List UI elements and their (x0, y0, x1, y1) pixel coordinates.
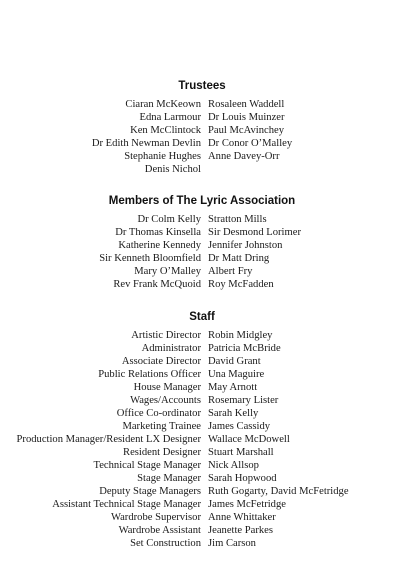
staff-row (0, 485, 404, 498)
staff-name: Rosemary Lister (208, 395, 279, 406)
trustees-list (0, 98, 404, 176)
association-list (0, 213, 404, 291)
staff-name: Nick Allsop (208, 460, 259, 471)
list-row (0, 252, 404, 265)
list-row (0, 163, 404, 176)
staff-role: Wardrobe Assistant (118, 525, 201, 536)
staff-name: Wallace McDowell (208, 434, 290, 445)
staff-role: Marketing Trainee (122, 421, 201, 432)
list-row (0, 137, 404, 150)
staff-role: Production Manager/Resident LX Designer (16, 434, 201, 445)
trustee-name-left: Ciaran McKeown (125, 99, 201, 110)
staff-role: Deputy Stage Managers (99, 486, 201, 497)
trustee-name-left: Stephanie Hughes (124, 151, 201, 162)
association-heading: Members of The Lyric Association (108, 195, 296, 207)
staff-role: Resident Designer (123, 447, 201, 458)
staff-name: Una Maguire (208, 369, 265, 380)
member-name-left: Sir Kenneth Bloomfield (99, 253, 201, 264)
staff-list (0, 329, 404, 550)
trustee-name-right: Anne Davey-Orr (208, 151, 280, 162)
staff-row (0, 459, 404, 472)
member-name-left: Rev Frank McQuoid (113, 279, 201, 290)
staff-role: Stage Manager (137, 473, 201, 484)
staff-role: Office Co-ordinator (116, 408, 201, 419)
staff-row (0, 394, 404, 407)
staff-row (0, 381, 404, 394)
list-row (0, 111, 404, 124)
staff-row (0, 433, 404, 446)
member-name-right: Dr Matt Dring (208, 253, 270, 264)
list-row (0, 226, 404, 239)
staff-row (0, 355, 404, 368)
list-row (0, 265, 404, 278)
trustee-name-left: Denis Nichol (144, 164, 201, 175)
staff-row (0, 329, 404, 342)
staff-name: James Cassidy (208, 421, 271, 432)
staff-role: Artistic Director (131, 330, 201, 341)
staff-name: Sarah Hopwood (208, 473, 277, 484)
staff-role: Set Construction (130, 538, 201, 549)
staff-role: Associate Director (121, 356, 201, 367)
member-name-right: Jennifer Johnston (208, 240, 283, 251)
list-row (0, 278, 404, 291)
trustee-name-right: Rosaleen Waddell (208, 99, 285, 110)
list-row (0, 213, 404, 226)
staff-name: Sarah Kelly (208, 408, 259, 419)
trustee-name-right: Paul McAvinchey (208, 125, 285, 136)
staff-role: House Manager (133, 382, 201, 393)
staff-name: Robin Midgley (208, 330, 273, 341)
member-name-left: Dr Thomas Kinsella (115, 227, 201, 238)
staff-role: Administrator (141, 343, 201, 354)
member-name-left: Katherine Kennedy (118, 240, 201, 251)
list-row (0, 124, 404, 137)
trustee-name-right: Dr Louis Muinzer (208, 112, 285, 123)
list-row (0, 239, 404, 252)
staff-row (0, 472, 404, 485)
staff-role: Wages/Accounts (130, 395, 201, 406)
member-name-right: Stratton Mills (208, 214, 267, 225)
member-name-right: Sir Desmond Lorimer (208, 227, 301, 238)
staff-name: Jim Carson (208, 538, 256, 549)
staff-role: Wardrobe Supervisor (110, 512, 201, 523)
staff-role: Public Relations Officer (98, 369, 201, 380)
staff-row (0, 407, 404, 420)
trustee-name-left: Dr Edith Newman Devlin (91, 138, 201, 149)
staff-name: May Arnott (208, 382, 258, 393)
member-name-right: Roy McFadden (208, 279, 274, 290)
staff-role: Assistant Technical Stage Manager (52, 499, 201, 510)
staff-row (0, 537, 404, 550)
trustees-heading: Trustees (178, 80, 226, 92)
member-name-left: Mary O’Malley (134, 266, 201, 277)
trustee-name-left: Ken McClintock (130, 125, 201, 136)
staff-row (0, 524, 404, 537)
member-name-left: Dr Colm Kelly (137, 214, 201, 225)
staff-row (0, 420, 404, 433)
staff-name: Stuart Marshall (208, 447, 274, 458)
staff-name: Anne Whittaker (208, 512, 276, 523)
staff-row (0, 368, 404, 381)
staff-role: Technical Stage Manager (93, 460, 201, 471)
list-row (0, 98, 404, 111)
staff-name: Ruth Gogarty, David McFetridge (208, 486, 349, 497)
staff-row (0, 498, 404, 511)
staff-name: Jeanette Parkes (208, 525, 274, 536)
staff-name: Patricia McBride (208, 343, 281, 354)
member-name-right: Albert Fry (208, 266, 253, 277)
list-row (0, 150, 404, 163)
staff-name: David Grant (208, 356, 261, 367)
trustee-name-right: Dr Conor O’Malley (208, 138, 293, 149)
staff-name: James McFetridge (208, 499, 286, 510)
staff-row (0, 446, 404, 459)
staff-row (0, 511, 404, 524)
staff-row (0, 342, 404, 355)
trustee-name-left: Edna Larmour (139, 112, 201, 123)
staff-heading: Staff (189, 311, 215, 323)
